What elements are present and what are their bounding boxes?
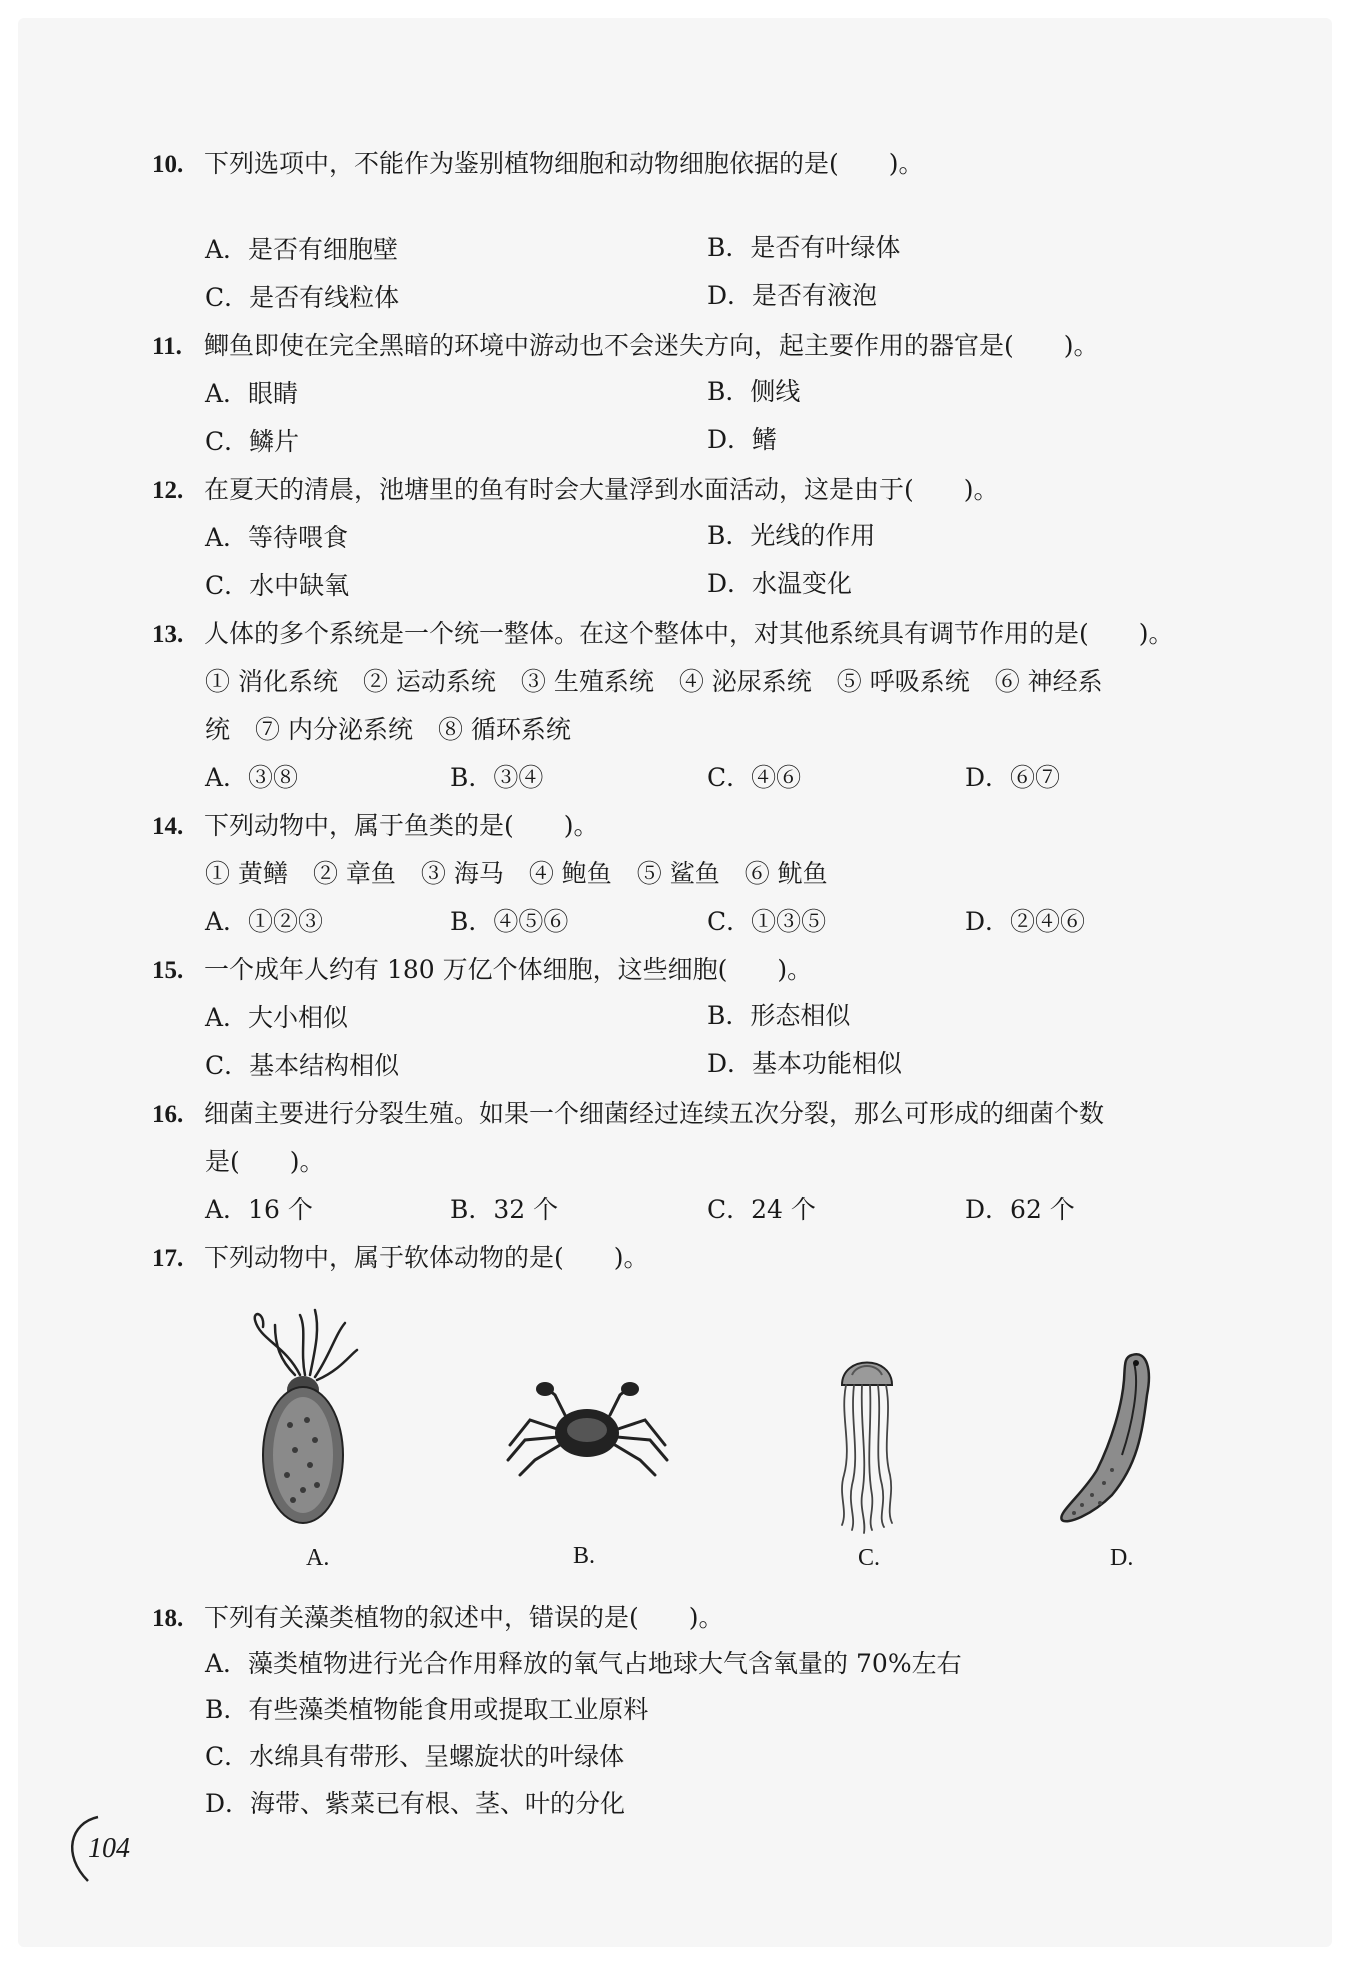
question-text: 下列有关藻类植物的叙述中，错误的是( )。 — [204, 1603, 724, 1632]
option-b: B．是否有叶绿体 — [707, 233, 901, 262]
question-number: 12. — [152, 477, 184, 504]
option-b: B．侧线 — [707, 377, 801, 406]
option-a: A．等待喂食 — [205, 523, 349, 552]
question-number: 10. — [152, 151, 184, 178]
question-text: 下列动物中，属于鱼类的是( )。 — [204, 811, 599, 840]
choice-list-line-1: ① 黄鳝 ② 章鱼 ③ 海马 ④ 鲍鱼 ⑤ 鲨鱼 ⑥ 鱿鱼 — [205, 859, 828, 888]
question-number: 15. — [152, 957, 184, 984]
question-number: 13. — [152, 621, 184, 648]
figure-label-d: D. — [1110, 1545, 1134, 1571]
question-12 — [152, 473, 1252, 508]
question-number: 11. — [152, 333, 182, 360]
option-c: C．24 个 — [707, 1195, 816, 1224]
question-number: 16. — [152, 1101, 184, 1128]
question-text: 下列选项中，不能作为鉴别植物细胞和动物细胞依据的是( )。 — [204, 149, 924, 178]
figure-label-c: C. — [858, 1545, 881, 1571]
question-18 — [152, 1601, 1252, 1636]
leech-icon — [1052, 1345, 1182, 1535]
option-c: C．基本结构相似 — [205, 1051, 400, 1080]
option-a: A．是否有细胞壁 — [205, 235, 399, 264]
question-16 — [152, 1097, 1252, 1132]
question-13 — [152, 617, 1252, 652]
choice-list-line-2: 统 ⑦ 内分泌系统 ⑧ 循环系统 — [205, 715, 571, 744]
question-number: 17. — [152, 1245, 184, 1272]
question-11 — [152, 329, 1252, 364]
question-number: 18. — [152, 1605, 184, 1632]
question-10 — [152, 147, 1252, 182]
option-b: B．有些藻类植物能食用或提取工业原料 — [205, 1695, 649, 1724]
option-b: B．形态相似 — [707, 1001, 851, 1030]
figure-label-a: A. — [306, 1545, 330, 1571]
option-d: D．海带、紫菜已有根、茎、叶的分化 — [205, 1789, 626, 1818]
question-text: 人体的多个系统是一个统一整体。在这个整体中，对其他系统具有调节作用的是( )。 — [204, 619, 1174, 648]
option-a: A．16 个 — [205, 1195, 313, 1224]
question-14 — [152, 809, 1252, 844]
option-c: C．是否有线粒体 — [205, 283, 400, 312]
option-c: C．水中缺氧 — [205, 571, 350, 600]
option-d: D．鳍 — [707, 425, 778, 454]
option-d: D．62 个 — [965, 1195, 1075, 1224]
squid-icon — [245, 1305, 365, 1535]
option-c: C．④⑥ — [707, 763, 802, 792]
question-17 — [152, 1241, 1252, 1276]
jellyfish-icon — [822, 1345, 912, 1535]
option-d: D．水温变化 — [707, 569, 853, 598]
question-text: 在夏天的清晨，池塘里的鱼有时会大量浮到水面活动，这是由于( )。 — [204, 475, 999, 504]
question-text: 鲫鱼即使在完全黑暗的环境中游动也不会迷失方向，起主要作用的器官是( )。 — [204, 331, 1099, 360]
question-continuation: 是( )。 — [205, 1147, 325, 1176]
option-a: A．①②③ — [205, 907, 324, 936]
question-text: 下列动物中，属于软体动物的是( )。 — [204, 1243, 649, 1272]
option-b: B．④⑤⑥ — [450, 907, 569, 936]
option-d: D．⑥⑦ — [965, 763, 1061, 792]
crab-icon — [500, 1375, 675, 1485]
option-c: C．水绵具有带形、呈螺旋状的叶绿体 — [205, 1742, 625, 1771]
choice-list-line-1: ① 消化系统 ② 运动系统 ③ 生殖系统 ④ 泌尿系统 ⑤ 呼吸系统 ⑥ 神经系 — [205, 667, 1103, 696]
option-a: A．大小相似 — [205, 1003, 349, 1032]
option-a: A．眼睛 — [205, 379, 299, 408]
option-b: B．32 个 — [450, 1195, 559, 1224]
option-b: B．③④ — [450, 763, 544, 792]
option-a: A．③⑧ — [205, 763, 299, 792]
option-d: D．是否有液泡 — [707, 281, 878, 310]
page-number: 104 — [88, 1833, 130, 1864]
question-15 — [152, 953, 1252, 988]
option-a: A．藻类植物进行光合作用释放的氧气占地球大气含氧量的 70%左右 — [205, 1649, 962, 1678]
question-text: 细菌主要进行分裂生殖。如果一个细菌经过连续五次分裂，那么可形成的细菌个数 — [204, 1099, 1105, 1128]
option-c: C．①③⑤ — [707, 907, 827, 936]
question-number: 14. — [152, 813, 184, 840]
option-b: B．光线的作用 — [707, 521, 876, 550]
option-d: D．②④⑥ — [965, 907, 1086, 936]
option-c: C．鳞片 — [205, 427, 300, 456]
figure-label-b: B. — [573, 1543, 596, 1569]
question-text: 一个成年人约有 180 万亿个体细胞，这些细胞( )。 — [204, 955, 813, 984]
option-d: D．基本功能相似 — [707, 1049, 903, 1078]
